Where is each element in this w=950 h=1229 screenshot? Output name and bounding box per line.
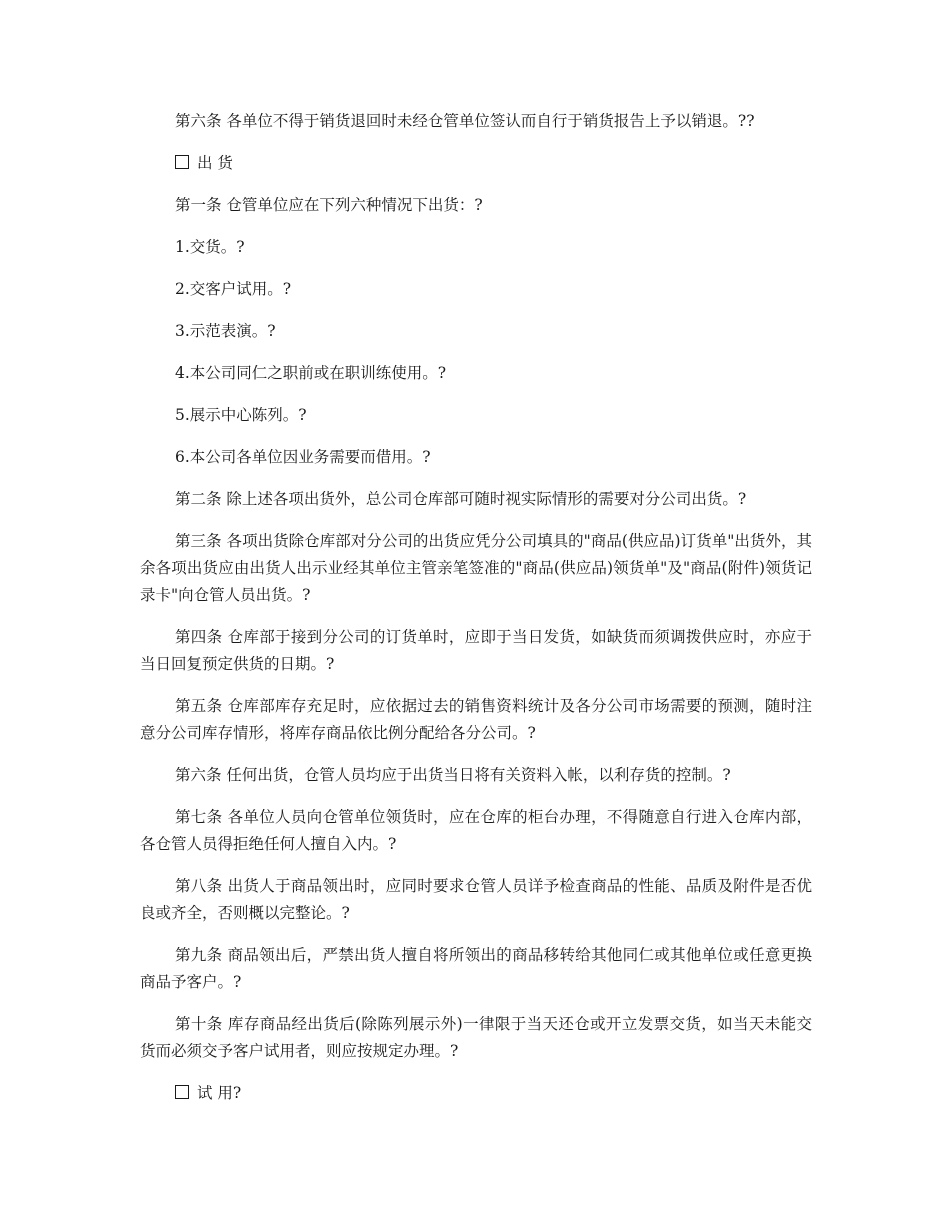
list-item: 2.交客户试用。? [175, 280, 292, 298]
list-item: 4.本公司同仁之职前或在职训练使用。? [175, 364, 447, 382]
paragraph: 第六条 各单位不得于销货退回时未经仓管单位签认而自行于销货报告上予以销退。?? [175, 112, 755, 130]
section-heading-trial [140, 1080, 812, 1107]
paragraph: 第一条 仓管单位应在下列六种情况下出货：? [175, 196, 483, 214]
document-page [140, 108, 812, 1122]
list-item: 6.本公司各单位因业务需要而借用。? [175, 448, 431, 466]
paragraph: 第二条 除上述各项出货外，总公司仓库部可随时视实际情形的需要对分公司出货。? [175, 490, 747, 508]
section-heading-ship [140, 150, 812, 177]
list-item: 5.展示中心陈列。? [175, 406, 307, 424]
section-heading-label: 试 用? [197, 1084, 242, 1102]
checkbox-icon [175, 1085, 189, 1099]
paragraph: 第九条 商品领出后，严禁出货人擅自将所领出的商品移转给其他同仁或其他单位或任意更换商品予客户。? [140, 946, 812, 991]
checkbox-icon [175, 155, 189, 169]
list-item: 1.交货。? [175, 238, 245, 256]
paragraph: 第十条 库存商品经出货后(除陈列展示外)一律限于当天还仓或开立发票交货，如当天未能交货而必须交予客户试用者，则应按规定办理。? [140, 1015, 812, 1060]
paragraph: 第七条 各单位人员向仓管单位领货时，应在仓库的柜台办理，不得随意自行进入仓库内部，各仓管人员得拒绝任何人擅自入内。? [140, 808, 812, 853]
paragraph: 第八条 出货人于商品领出时，应同时要求仓管人员详予检查商品的性能、品质及附件是否优良或齐全，否则概以完整论。? [140, 877, 812, 922]
paragraph: 第六条 任何出货，仓管人员均应于出货当日将有关资料入帐，以利存货的控制。? [175, 766, 731, 784]
paragraph: 第五条 仓库部库存充足时，应依据过去的销售资料统计及各分公司市场需要的预测，随时注意分公司库存情形，将库存商品依比例分配给各分公司。? [140, 697, 812, 742]
paragraph: 第三条 各项出货除仓库部对分公司的出货应凭分公司填具的"商品(供应品)订货单"出货外，其余各项出货应由出货人出示业经其单位主管亲笔签准的"商品(供应品)领货单"及"商品(附件)领货记录卡"向仓管人员出货。? [140, 532, 812, 604]
section-heading-label: 出 货 [197, 154, 233, 172]
list-item: 3.示范表演。? [175, 322, 276, 340]
paragraph: 第四条 仓库部于接到分公司的订货单时，应即于当日发货，如缺货而须调拨供应时，亦应于当日回复预定供货的日期。? [140, 628, 812, 673]
